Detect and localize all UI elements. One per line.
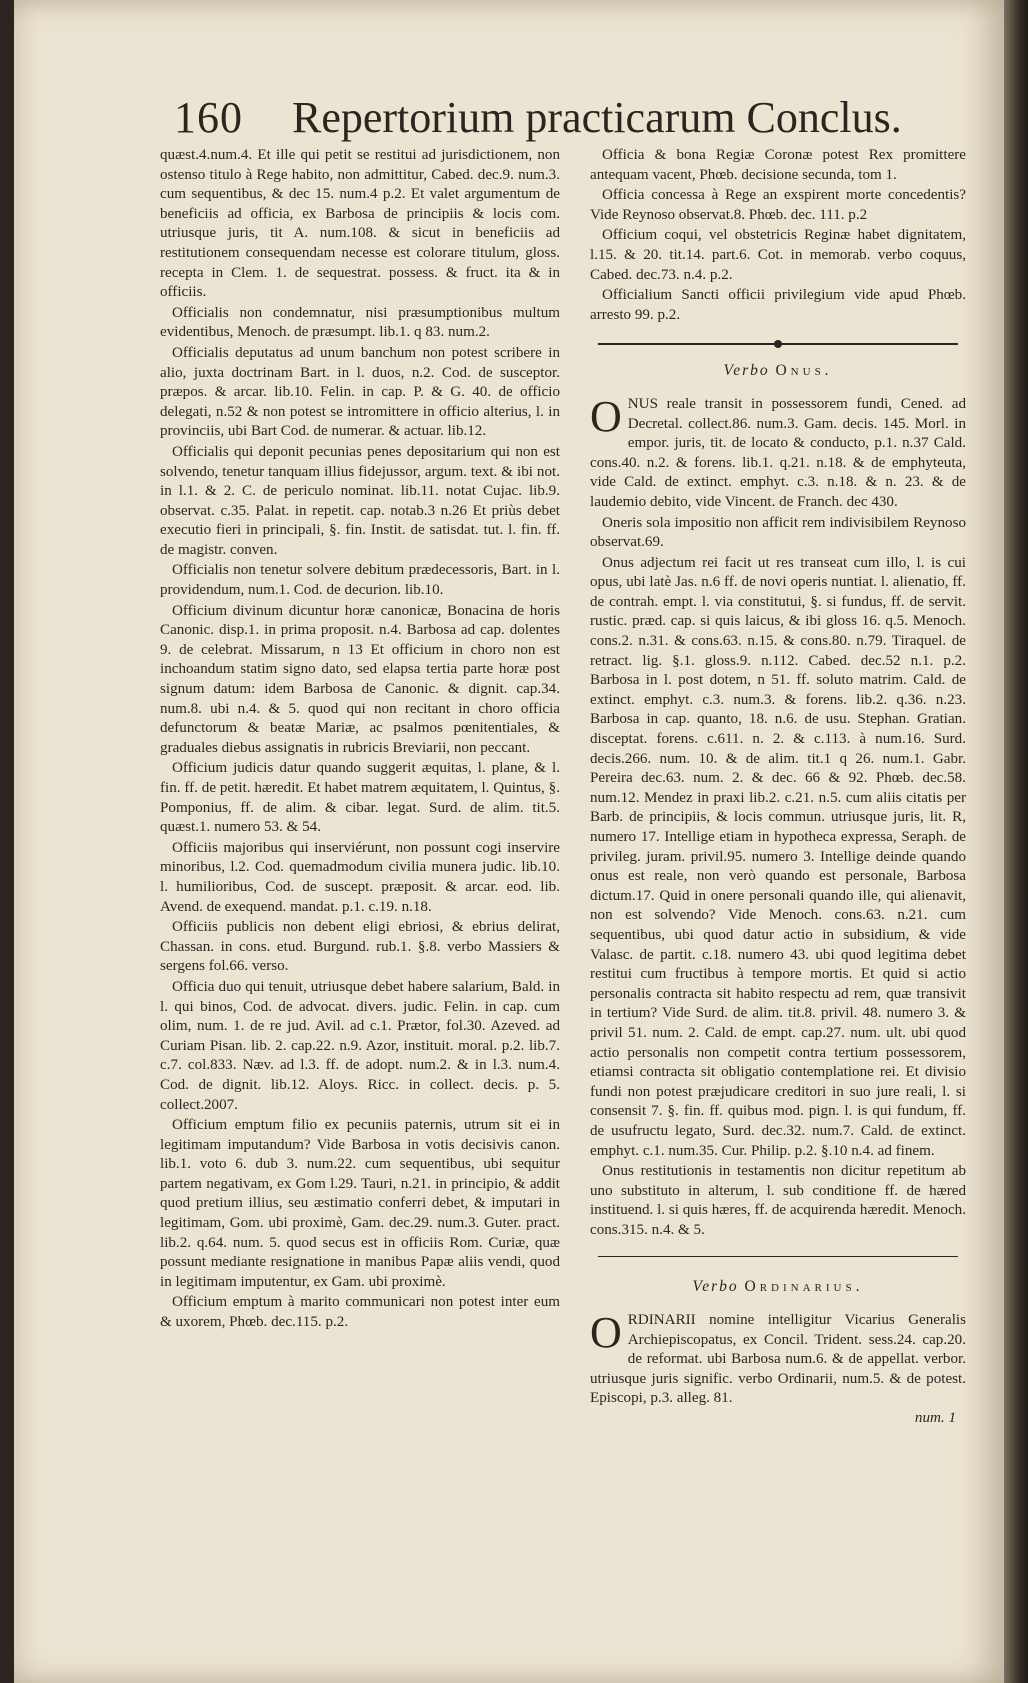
paragraph: Officia & bona Regiæ Coronæ potest Rex promittere antequam vacent, Phœb. decisione secunda, tom 1. [590,147,966,183]
paragraph: Officiis majoribus qui inserviérunt, non possunt cogi inservire minoribus, l.2. Cod. quemadmodum civilia munera judic. lib.10. l. humilioribus, Cod. de suscept. præposit. & arcar. eod. lib. Avend. de exequend. mandat. p.1. c.19. n.18. [160,839,560,915]
paragraph: Officium judicis datur quando suggerit æquitas, l. plane, & l. fin. ff. de petit. hæredit. Et habet matrem æquitatem, l. Quintus, §. Pomponius, ff. de alim. & cibar. legat. Surd. de alim. tit.5. quæst.1. numero 53. & 54. [160,760,560,836]
paragraph: quæst.4.num.4. Et ille qui petit se restitui ad jurisdictionem, non ostenso titulo à Rege habito, non admittitur, Cabed. dec.9. num.3. cum sequentibus, & dec 15. num.4 p.2. Et valet argumentum de beneficiis ad officia, ex Barbosa de principiis & locis com. utriusque juris, tit A. num.108. & sicut in beneficiis ad restitutionem consequendam necesse est colorare titulum, gloss. recepta in Clem. 1. de sequestrat. possess. & fruct. ita & in officiis. [160,147,560,301]
paragraph-text: NUS reale transit in possessorem fundi, Cened. ad Decretal. collect.86. num.3. Gam. decis. 145. Morl. in empor. juris, tit. de locato & conducto, p.1. n.37 Cald. cons.40. n.2. & forens. lib.1. q.21. n.18. & de emphyteuta, vide Cald. de extinct. emphyt. c.3. n.18. & n. 23. & de laudemio debito, vide Vincent. de Franch. dec 430. [590,395,966,510]
page-header [174,90,994,150]
paragraph [590,391,966,513]
right-column [590,146,966,1429]
drop-cap: O [590,1308,622,1358]
catchword: num. 1 [914,1410,956,1427]
page-number: 160 [174,93,243,142]
heading-word: Onus. [775,362,833,380]
running-title: Repertorium practicarum Conclus. [292,93,902,142]
paragraph: Oneris sola impositio non afficit rem indivisibilem Reynoso observat.69. [590,514,966,551]
paragraph-text: RDINARII nomine intelligitur Vicarius Generalis Archiepiscopatus, ex Concil. Trident. sess.24. cap.20. de reformat. ubi Barbosa num.6. & de appellat. verbor. utriusque juris signific. verbo Ordinarii, num.5. & de potest. Episcopi, p.3. alleg. 81. [590,1312,966,1407]
paragraph: Officiis publicis non debent eligi ebriosi, & ebrius delirat, Chassan. in cons. etud. Burgund. rub.1. §.8. verbo Massiers & sergens fol.66. verso. [160,919,560,975]
paragraph: Officium divinum dicuntur horæ canonicæ, Bonacina de horis Canonic. disp.1. in prima proposit. n.4. Barbosa ad cap. dolentes 9. de celebrat. Missarum, n 13 Et officium in choro non est inchoandum statim signo dato, sed elapsa tertia parte horæ post signum datum: idem Barbosa de Canonic. & dignit. cap.34. num.8. ubi n.4. & 5. quod qui non recitant in choro officia defunctorum & beatæ Mariæ, ac psalmos pœnitentiales, & graduales diebus assignatis in rubricis Breviarii, non peccant. [160,602,560,756]
section-heading-onus [590,361,966,381]
paragraph: Onus restitutionis in testamentis non dicitur repetitum ab uno substituto in alterum, l. sub conditione ff. de hæred instituend. l. si quis hæres, ff. de acquirenda hæredit. Menoch. cons.315. n.4. & 5. [590,1163,966,1238]
ornamental-rule [598,343,958,345]
book-edge [1004,0,1028,1683]
heading-prefix: Verbo [692,1278,739,1296]
left-column [160,146,560,1333]
heading-word: Ordinarius. [744,1278,864,1296]
book-page [14,0,1004,1683]
paragraph: Onus adjectum rei facit ut res transeat cum illo, l. is cui opus, ubi latè Jas. n.6 ff. de novi operis nuntiat. l. alienatio, ff. de contrah. empt. l. via constitutui, §. si fundus, ff. de servit. rustic. præd. cap. si quis laicus, & ibi gloss 16. q.5. Menoch. cons.2. n.31. & cons.63. n.15. & cons.80. n.79. Tiraquel. de retract. lig. §.1. gloss.9. n.112. Cabed. dec.52 n.1. p.2. Barbosa in l. post dotem, n 51. ff. soluto matrim. Cald. de extinct. emphyt. c.3. num.3. & forens. lib.2. q.36. n.23. Barbosa in cap. quanto, 18. n.6. de usu. Stephan. Gratian. disceptat. forens. c.611. n. 2. & c.113. à num.16. Surd. decis.266. num. 10. & de alim. tit.1 q 26. num.1. Gabr. Pereira dec.63. num. 2. & dec. 66 & 92. Phœb. dec.58. num.12. Mendez in praxi lib.2. c.21. n.5. cum aliis citatis per Barb. de principiis, & locis commun. utriusque juris, lit. R, numero 17. Intellige etiam in hypotheca expressa, Seraph. de privileg. juram. privil.95. numero 3. Intellige deinde quando onus est reale, non verò quando est personale, Barbosa dictum.17. Quid in onere personali quando ille, qui alienavit, non est solvendo? Vide Menoch. cons.63. n.21. cum sequentibus, ubi quod datur actio in subsidium, & vide Valasc. de partit. c.18. numero 43. ubi quod legitima debet restitui cum fructibus à tempore mortis. Et quid si actio personalis contracta sit habito respectu ad rem, quæ transivit in tertium? Vide Surd. de alim. tit.8. privil. 48. numero 3. & privil 51. num. 2. Cald. de empt. cap.27. num. ult. ubi quod actio personalis non competit contra tertium possessorem, etiamsi contracta sit obligatio contemplatione rei. Et divisio fundi non potest præjudicare creditori in suo jure reali, l. si consensit 7. §. fin. ff. quibus mod. pign. l. is qui fundum, ff. de usufructu legato, Surd. dec.32. num.7. Cald. de extinct. emphyt. c.1. num.35. Cur. Philip. p.2. §.10 n.4. ad finem. [590,554,966,1159]
divider-rule [598,1256,958,1257]
heading-prefix: Verbo [723,362,770,380]
paragraph [590,1308,966,1409]
paragraph: Officialis non tenetur solvere debitum prædecessoris, Bart. in l. providendum, num.1. Cod. de decurion. lib.10. [160,562,560,599]
drop-cap: O [590,391,622,441]
section-heading-ordinarius [590,1277,966,1297]
paragraph: Officialis deputatus ad unum banchum non potest scribere in alio, juxta doctrinam Bart. in l. duos, n.2. Cod. de susceptor. præpos. & arcar. lib.10. Felin. in cap. P. & G. 40. de officio delegati, n.52 & non potest se intromittere in officio alterius, l. in provinciis, ubi Bart Cod. de numerar. & actuar. lib.12. [160,344,560,440]
paragraph: Officialium Sancti officii privilegium vide apud Phœb. arresto 99. p.2. [590,287,966,323]
paragraph: Officialis non condemnatur, nisi præsumptionibus multum evidentibus, Menoch. de præsumpt. lib.1. q 83. num.2. [160,304,560,341]
paragraph: Officium emptum filio ex pecuniis paternis, utrum sit ei in legitimam imputandum? Vide Barbosa in votis decisivis canon. lib.1. voto 6. dub 3. num.22. cum sequentibus, ubi sequitur partem negativam, ex Gom l.29. Tauri, n.21. in principio, & addit quod pretium illius, seu æstimatio conferri debet, & imputari in legitimam, Gom. ubi proximè, Gam. dec.29. num.3. Guter. pract. lib.2. q.64. num. 5. quod secus est in officiis Rom. Curiæ, quæ possunt mediante resignatione in manibus Papæ aliis vendi, quod in legitimam imputentur, ex Gam. ubi proximè. [160,1117,560,1290]
paragraph: Officialis qui deponit pecunias penes depositarium qui non est solvendo, tenetur tanquam illius fidejussor, argum. text. & ibi not. in l.1. & 2. C. de periculo nominat. lib.11. notat Cujac. lib.9. observat. c.35. Palat. in repetit. cap. notab.3 n.26 Et priùs debet executio fieri in principali, §. fin. Instit. de satisdat. tut. l. fin. ff. de magistr. conven. [160,443,560,558]
paragraph: Officia concessa à Rege an exspirent morte concedentis? Vide Reynoso observat.8. Phœb. dec. 111. p.2 [590,187,966,223]
paragraph: Officium emptum à marito communicari non potest inter eum & uxorem, Phœb. dec.115. p.2. [160,1294,560,1331]
paragraph: Officia duo qui tenuit, utriusque debet habere salarium, Bald. in l. qui binos, Cod. de advocat. divers. judic. Felin. in cap. cum olim, num. 1. de re jud. Avil. ad c.1. Prætor, fol.30. Azeved. ad Curiam Pisan. lib. 2. cap.22. n.9. Azor, instituit. moral. p.2. lib.7. c.7. col.833. Næv. ad l.3. ff. de adopt. num.2. & in l.3. num.4. Cod. de dignit. lib.12. Aloys. Ricc. in collect. decis. p. 5. collect.2007. [160,978,560,1113]
paragraph: Officium coqui, vel obstetricis Reginæ habet dignitatem, l.15. & 20. tit.14. part.6. Cot. in memorab. verbo coquus, Cabed. dec.73. n.4. p.2. [590,227,966,283]
